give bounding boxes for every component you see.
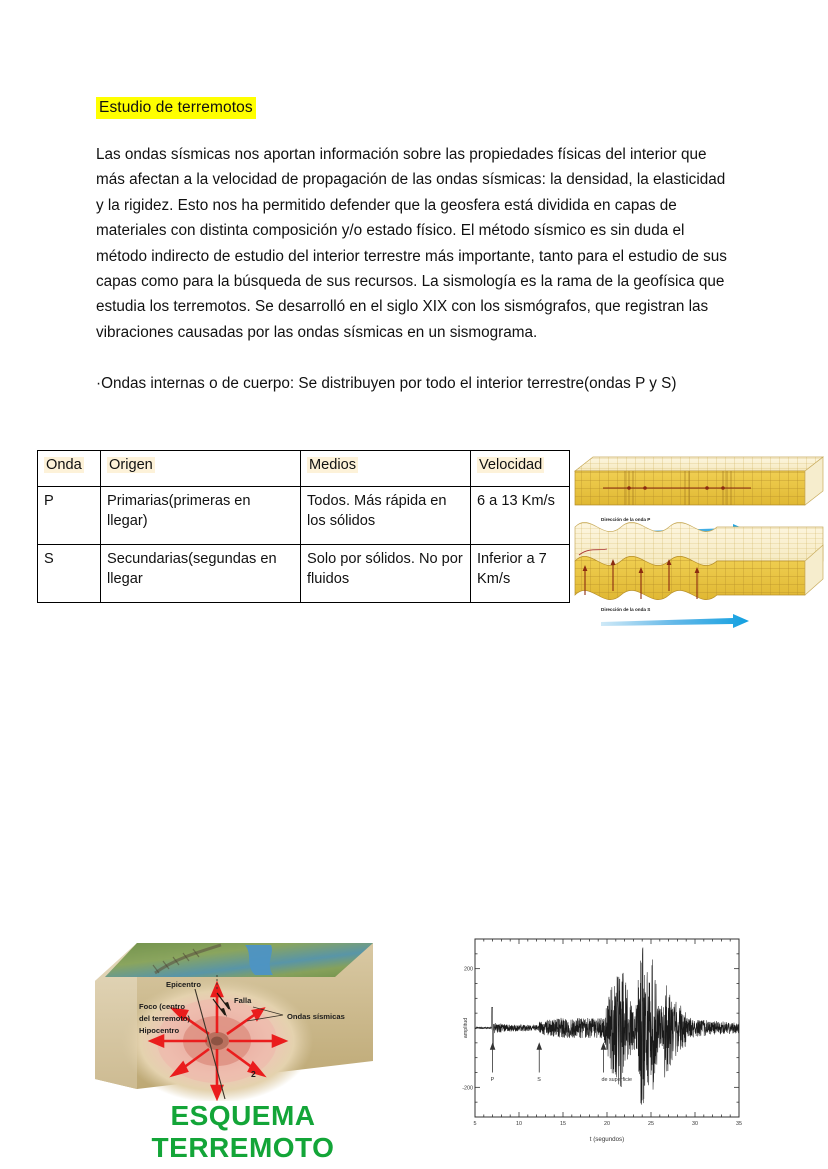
label-falla: Falla [234, 996, 252, 1005]
seismogram-chart [457, 929, 757, 1151]
chart-xlabel: t (segundos) [589, 1136, 625, 1143]
table-header-medios: Medios [301, 451, 471, 487]
label-hipocentro: Hipocentro [139, 1026, 180, 1035]
x-tick-label: 5 [473, 1121, 477, 1127]
label-foco-line1: Foco (centro [139, 1002, 185, 1011]
esquema-terremoto-caption: ESQUEMA TERREMOTO [151, 1100, 335, 1163]
s-wave-caption: Dirección de la onda S [601, 607, 651, 612]
y-tick-label: -200 [462, 1085, 473, 1092]
s-wave-block [575, 522, 823, 599]
annotation-label: P [490, 1076, 495, 1083]
wave-comparison-table [37, 450, 570, 603]
x-tick-label: 30 [692, 1121, 698, 1127]
cell-medios: Solo por sólidos. No por fluidos [301, 545, 471, 603]
x-tick-label: 15 [560, 1121, 566, 1127]
cell-onda: P [38, 487, 101, 545]
cell-origen: Primarias(primeras en llegar) [101, 487, 301, 545]
earthquake-scheme-illustration [95, 929, 373, 1101]
label-foco-line2: del terremoto) [139, 1014, 191, 1023]
s-wave-direction-arrow [601, 614, 749, 628]
table-row [38, 545, 570, 603]
annotation-label: de superficie [601, 1076, 633, 1083]
paragraph-ondas-internas: ·Ondas internas o de cuerpo: Se distribuyen por todo el interior terrestre(ondas P y S) [96, 375, 677, 392]
chart-ylabel: amplitud [463, 1017, 469, 1039]
y-tick-label: 200 [464, 966, 473, 973]
label-epicentro: Epicentro [166, 980, 202, 989]
cell-velocidad: 6 a 13 Km/s [471, 487, 570, 545]
p-wave-caption: Dirección de la onda P [601, 517, 651, 522]
cell-origen: Secundarias(segundas en llegar [101, 545, 301, 603]
pswave-illustration [573, 449, 825, 629]
label-ondas-sismicas: Ondas sísmicas [287, 1012, 345, 1021]
x-tick-label: 20 [604, 1121, 610, 1127]
table-header-row [38, 451, 570, 487]
table-header-origen: Origen [101, 451, 301, 487]
cell-velocidad: Inferior a 7 Km/s [471, 545, 570, 603]
annotation-label: S [537, 1076, 541, 1083]
x-tick-label: 10 [516, 1121, 522, 1127]
label-number-2: 2 [251, 1069, 256, 1079]
x-tick-label: 35 [736, 1121, 742, 1127]
cell-medios: Todos. Más rápida en los sólidos [301, 487, 471, 545]
x-tick-label: 25 [648, 1121, 654, 1127]
table-row [38, 487, 570, 545]
table-header-onda: Onda [38, 451, 101, 487]
p-wave-block [575, 457, 823, 505]
table-header-velocidad: Velocidad [471, 451, 570, 487]
paragraph-intro: Las ondas sísmicas nos aportan información sobre las propiedades físicas del interior que más afectan a la velocidad de propagación de las ondas sísmicas: la densidad, la elasticidad y la rigidez. Esto nos ha permitido defender que la geosfera está dividida en capas de materiales con distinta composición y/o estado físico. El método sísmico es sin duda el método indirecto de estudio del interior terrestre más importante, tanto para el estudio de sus capas como para la búsqueda de sus recursos. La sismología es la rama de la geofísica que estudia los terremotos. Se desarrolló en el siglo XIX con los sismógrafos, que registran las vibraciones causadas por las ondas sísmicas en un sismograma. [96, 146, 727, 341]
page-title: Estudio de terremotos [96, 97, 256, 119]
cell-onda: S [38, 545, 101, 603]
